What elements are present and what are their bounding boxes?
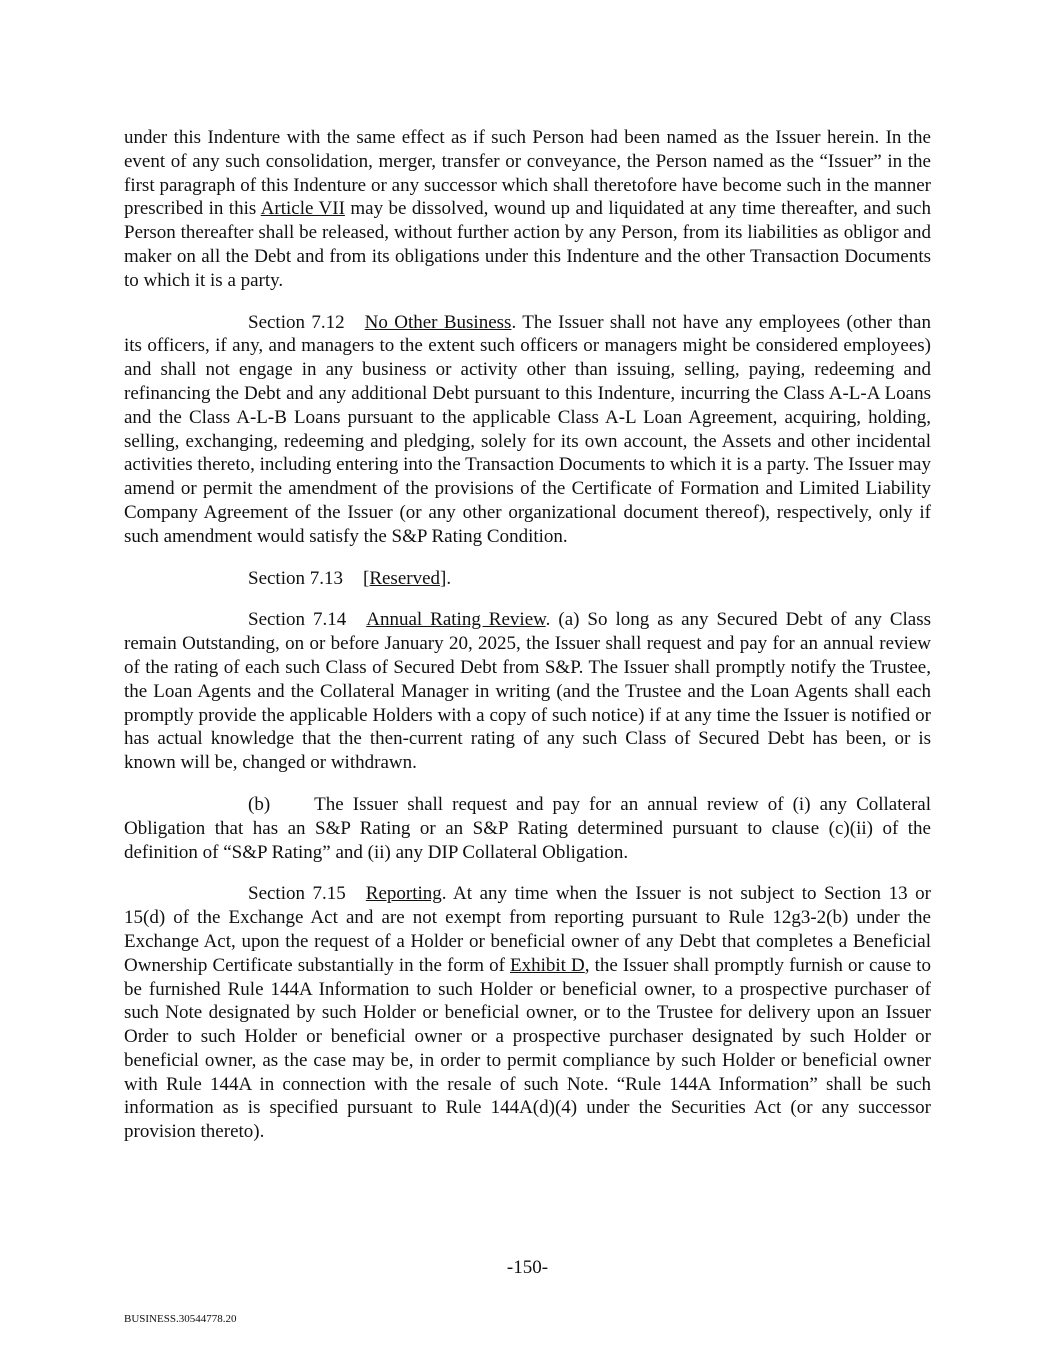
section-title: Reporting [365,883,442,905]
section-7-15: Section 7.15 Reporting. At any time when the Issuer is not subject to Section 13 or 15(d) of the Exchange Act and are not exempt from reporting pursuant to Rule 12g3-2(b) under the Exchange Act, upon the request of a Holder or beneficial owner of any Debt that completes a Beneficial Ownership Certificate substantially in the form of Exhibit D, the Issuer shall promptly furnish or cause to be furnished Rule 144A Information to such Holder or beneficial owner, to a prospective purchaser of such Note designated by such Holder or beneficial owner, or to the Trustee for delivery upon an Issuer Order to such Holder or beneficial owner or a prospective purchaser designated by such Holder or beneficial owner, as the case may be, in order to permit compliance by such Holder or beneficial owner with Rule 144A in connection with the resale of such Note. “Rule 144A Information” shall be such information as is specified pursuant to Rule 144A(d)(4) under the Securities Act (or any successor provision thereto). [124,883,932,1143]
document-id: BUSINESS.30544778.20 [124,1313,237,1325]
section-title: Annual Rating Review [366,609,546,631]
document-body [124,126,931,1162]
paragraph-continuation: under this Indenture with the same effect as if such Person had been named as the Issuer herein. In the event of any such consolidation, merger, transfer or conveyance, the Person named as the “Issuer” in the first paragraph of this Indenture or any successor which shall theretofore have become such in the manner prescribed in this Article VII may be dissolved, wound up and liquidated at any time thereafter, and such Person thereafter shall be released, without further action by any Person, from its liabilities as obligor and maker on all the Debt and from its obligations under this Indenture and the other Transaction Documents to which it is a party. [124,127,931,291]
section-7-13: Section 7.13 [Reserved]. [248,567,452,589]
section-title: [Reserved] [363,567,447,589]
section-number: Section 7.14 [248,609,347,631]
exhibit-d-reference: Exhibit D [510,954,585,976]
article-vii-reference: Article VII [260,198,345,220]
clause-label: (b) [248,793,271,815]
section-number: Section 7.15 [248,883,346,905]
section-7-14-b: (b) The Issuer shall request and pay for an annual review of (i) any Collateral Obligation that has an S&P Rating or an S&P Rating determined pursuant to clause (c)(ii) of the definition of “S&P Rating” and (ii) any DIP Collateral Obligation. [124,793,931,863]
section-number: Section 7.12 [248,311,345,333]
section-7-14: Section 7.14 Annual Rating Review. (a) So long as any Secured Debt of any Class remain Outstanding, on or before January 20, 2025, the Issuer shall request and pay for an annual review of the rating of each such Class of Secured Debt from S&P. The Issuer shall promptly notify the Trustee, the Loan Agents and the Collateral Manager in writing (and the Trustee and the Loan Agents shall each promptly provide the applicable Holders with a copy of such notice) if at any time the Issuer is notified or has actual knowledge that the then-current rating of any such Class of Secured Debt has been, or is known will be, changed or withdrawn. [124,609,931,774]
section-number: Section 7.13 [248,567,343,589]
section-7-12: Section 7.12 No Other Business. The Issuer shall not have any employees (other than its officers, if any, and managers to the extent such officers or managers might be considered employees) and shall not engage in any business or activity other than issuing, selling, paying, redeeming and refinancing the Debt and any additional Debt pursuant to this Indenture, incurring the Class A-L-A Loans and the Class A-L-B Loans pursuant to the applicable Class A-L Loan Agreement, acquiring, holding, selling, exchanging, redeeming and pledging, solely for its own account, the Assets and other incidental activities thereto, including entering into the Transaction Documents to which it is a party. The Issuer may amend or permit the amendment of the provisions of the Certificate of Formation and Limited Liability Company Agreement of the Issuer (or any other organizational document thereof), respectively, only if such amendment would satisfy the S&P Rating Condition. [124,311,931,547]
page-number: -150- [506,1257,549,1278]
section-title: No Other Business [364,311,512,333]
